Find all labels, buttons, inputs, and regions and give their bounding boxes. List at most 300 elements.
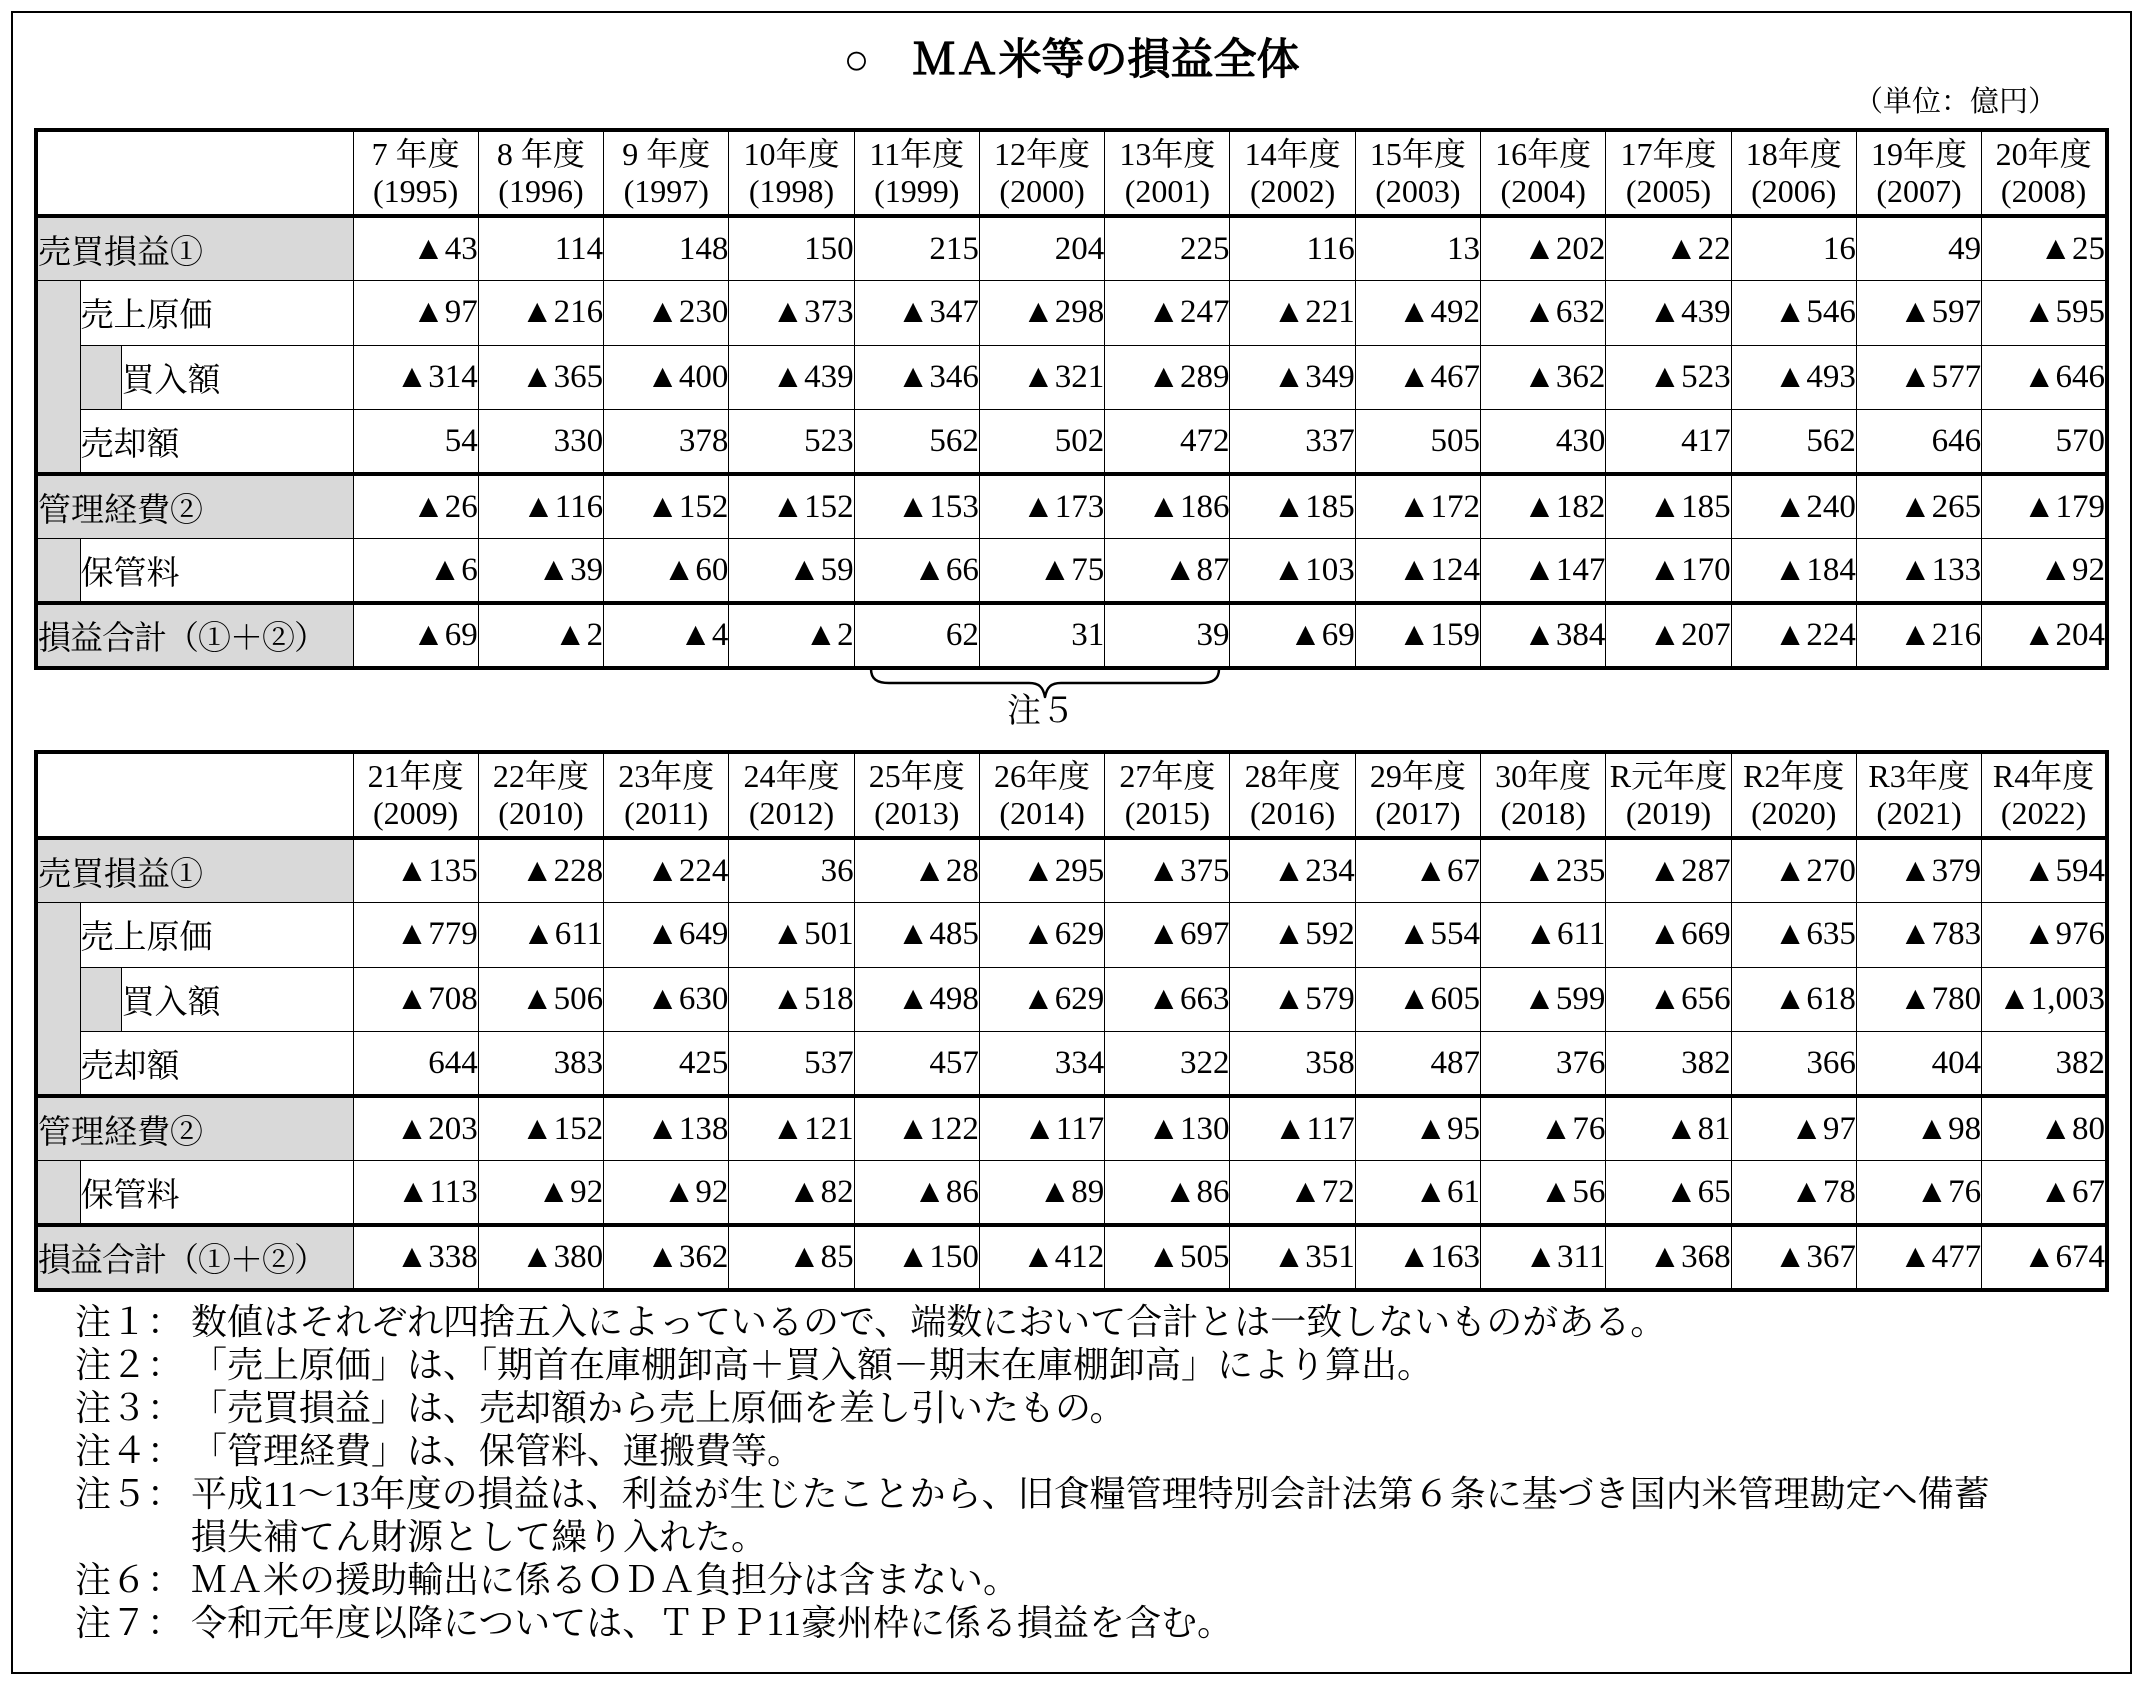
value-cell: ▲439 bbox=[729, 345, 854, 410]
value-cell: ▲86 bbox=[854, 1161, 979, 1226]
value-cell: ▲117 bbox=[1230, 1096, 1355, 1161]
note-text: 「管理経費」は、保管料、運搬費等。 bbox=[191, 1431, 804, 1471]
value-cell: ▲579 bbox=[1230, 967, 1355, 1032]
fiscal-year-label: R元年度 bbox=[1609, 758, 1728, 794]
row-label: 損益合計（①＋②） bbox=[36, 1225, 353, 1290]
value-cell: ▲203 bbox=[353, 1096, 478, 1161]
fiscal-year-label: 17年度 bbox=[1620, 136, 1717, 172]
value-cell: ▲362 bbox=[1481, 345, 1606, 410]
value-cell: ▲224 bbox=[1731, 603, 1856, 668]
value-cell: ▲153 bbox=[854, 474, 979, 539]
value-cell: ▲95 bbox=[1355, 1096, 1480, 1161]
value-cell: 54 bbox=[353, 410, 478, 475]
note-5 bbox=[75, 1473, 2125, 1516]
fiscal-year-label: 7 年度 bbox=[371, 136, 460, 172]
value-cell: 39 bbox=[1105, 603, 1230, 668]
value-cell: 62 bbox=[854, 603, 979, 668]
row-label: 保管料 bbox=[80, 1161, 353, 1226]
value-cell: ▲87 bbox=[1105, 539, 1230, 604]
value-cell: ▲97 bbox=[1731, 1096, 1856, 1161]
fiscal-year-label: 11年度 bbox=[869, 136, 965, 172]
value-cell: ▲367 bbox=[1731, 1225, 1856, 1290]
fiscal-year-label: 16年度 bbox=[1495, 136, 1592, 172]
value-cell: 505 bbox=[1355, 410, 1480, 475]
table-row bbox=[36, 603, 2107, 668]
note-text: 令和元年度以降については、ＴＰＰ11豪州枠に係る損益を含む。 bbox=[191, 1603, 1233, 1643]
value-cell: 36 bbox=[729, 838, 854, 903]
note-label: 注１： bbox=[75, 1302, 184, 1342]
value-cell: 116 bbox=[1230, 216, 1355, 281]
column-header bbox=[1355, 752, 1480, 838]
value-cell: ▲349 bbox=[1230, 345, 1355, 410]
note-text: 「売買損益」は、売却額から売上原価を差し引いたもの。 bbox=[191, 1388, 1126, 1428]
row-label: 売却額 bbox=[80, 1032, 353, 1097]
value-cell: ▲170 bbox=[1606, 539, 1731, 604]
value-cell: ▲184 bbox=[1731, 539, 1856, 604]
value-cell: ▲97 bbox=[353, 281, 478, 346]
value-cell: ▲240 bbox=[1731, 474, 1856, 539]
value-cell: ▲163 bbox=[1355, 1225, 1480, 1290]
column-header bbox=[1481, 130, 1606, 216]
value-cell: ▲69 bbox=[353, 603, 478, 668]
header-corner bbox=[36, 130, 353, 216]
indent-strip bbox=[80, 345, 121, 410]
note-label: 注２： bbox=[75, 1345, 184, 1385]
value-cell: 404 bbox=[1856, 1032, 1981, 1097]
value-cell: ▲400 bbox=[604, 345, 729, 410]
calendar-year-label: (2004) bbox=[1500, 173, 1586, 209]
fiscal-year-label: 15年度 bbox=[1369, 136, 1466, 172]
value-cell: ▲605 bbox=[1355, 967, 1480, 1032]
value-cell: ▲314 bbox=[353, 345, 478, 410]
value-cell: ▲674 bbox=[1982, 1225, 2107, 1290]
calendar-year-label: (2000) bbox=[999, 173, 1085, 209]
value-cell: 562 bbox=[1731, 410, 1856, 475]
header-row bbox=[36, 130, 2107, 216]
value-cell: ▲186 bbox=[1105, 474, 1230, 539]
value-cell: ▲67 bbox=[1982, 1161, 2107, 1226]
value-cell: ▲599 bbox=[1481, 967, 1606, 1032]
calendar-year-label: (2002) bbox=[1249, 173, 1336, 209]
calendar-year-label: (2010) bbox=[498, 795, 584, 831]
value-cell: ▲346 bbox=[854, 345, 979, 410]
value-cell: ▲147 bbox=[1481, 539, 1606, 604]
column-header bbox=[729, 130, 854, 216]
calendar-year-label: (2011) bbox=[624, 795, 709, 831]
value-cell: ▲351 bbox=[1230, 1225, 1355, 1290]
value-cell: ▲298 bbox=[979, 281, 1104, 346]
value-cell: ▲592 bbox=[1230, 903, 1355, 968]
value-cell: ▲228 bbox=[478, 838, 603, 903]
note-text: 「売上原価」は、「期首在庫棚卸高＋買入額－期末在庫棚卸高」により算出。 bbox=[191, 1345, 1434, 1385]
calendar-year-label: (2014) bbox=[999, 795, 1085, 831]
column-header bbox=[478, 130, 603, 216]
value-cell: ▲60 bbox=[604, 539, 729, 604]
value-cell: ▲28 bbox=[854, 838, 979, 903]
value-cell: ▲135 bbox=[353, 838, 478, 903]
value-cell: ▲159 bbox=[1355, 603, 1480, 668]
value-cell: ▲780 bbox=[1856, 967, 1981, 1032]
value-cell: ▲379 bbox=[1856, 838, 1981, 903]
note-4 bbox=[75, 1430, 2125, 1473]
value-cell: ▲152 bbox=[604, 474, 729, 539]
table-row bbox=[36, 1096, 2107, 1161]
value-cell: ▲122 bbox=[854, 1096, 979, 1161]
value-cell: ▲247 bbox=[1105, 281, 1230, 346]
row-label: 売買損益① bbox=[36, 216, 353, 281]
column-header bbox=[353, 752, 478, 838]
value-cell: ▲92 bbox=[604, 1161, 729, 1226]
fiscal-year-label: 26年度 bbox=[994, 758, 1091, 794]
value-cell: ▲270 bbox=[1731, 838, 1856, 903]
calendar-year-label: (2005) bbox=[1625, 173, 1712, 209]
value-cell: ▲224 bbox=[604, 838, 729, 903]
value-cell: ▲2 bbox=[478, 603, 603, 668]
value-cell: ▲663 bbox=[1105, 967, 1230, 1032]
value-cell: ▲234 bbox=[1230, 838, 1355, 903]
value-cell: ▲289 bbox=[1105, 345, 1230, 410]
table-row bbox=[36, 903, 2107, 968]
calendar-year-label: (2017) bbox=[1375, 795, 1461, 831]
value-cell: ▲632 bbox=[1481, 281, 1606, 346]
value-cell: ▲2 bbox=[729, 603, 854, 668]
calendar-year-label: (1997) bbox=[623, 173, 709, 209]
fiscal-year-label: 19年度 bbox=[1871, 136, 1968, 172]
value-cell: ▲85 bbox=[729, 1225, 854, 1290]
column-header bbox=[854, 130, 979, 216]
value-cell: ▲498 bbox=[854, 967, 979, 1032]
value-cell: ▲656 bbox=[1606, 967, 1731, 1032]
value-cell: ▲22 bbox=[1606, 216, 1731, 281]
value-cell: ▲265 bbox=[1856, 474, 1981, 539]
row-label: 管理経費② bbox=[36, 474, 353, 539]
value-cell: ▲230 bbox=[604, 281, 729, 346]
fiscal-year-label: 23年度 bbox=[618, 758, 715, 794]
value-cell: ▲287 bbox=[1606, 838, 1731, 903]
value-cell: ▲295 bbox=[979, 838, 1104, 903]
column-header bbox=[1105, 752, 1230, 838]
column-header bbox=[1606, 752, 1731, 838]
value-cell: ▲375 bbox=[1105, 838, 1230, 903]
calendar-year-label: (2008) bbox=[2000, 173, 2087, 209]
column-header bbox=[1856, 752, 1981, 838]
fiscal-year-label: 24年度 bbox=[743, 758, 840, 794]
column-header bbox=[979, 130, 1104, 216]
value-cell: 562 bbox=[854, 410, 979, 475]
fiscal-year-label: 18年度 bbox=[1745, 136, 1842, 172]
fiscal-year-label: 13年度 bbox=[1119, 136, 1216, 172]
header-row bbox=[36, 752, 2107, 838]
value-cell: ▲26 bbox=[353, 474, 478, 539]
value-cell: ▲362 bbox=[604, 1225, 729, 1290]
value-cell: 148 bbox=[604, 216, 729, 281]
value-cell: 383 bbox=[478, 1032, 603, 1097]
row-label: 管理経費② bbox=[36, 1096, 353, 1161]
value-cell: ▲384 bbox=[1481, 603, 1606, 668]
fiscal-year-label: 29年度 bbox=[1369, 758, 1466, 794]
row-label: 買入額 bbox=[121, 345, 353, 410]
column-header bbox=[604, 130, 729, 216]
value-cell: 425 bbox=[604, 1032, 729, 1097]
value-cell: ▲595 bbox=[1982, 281, 2107, 346]
value-cell: ▲347 bbox=[854, 281, 979, 346]
value-cell: ▲56 bbox=[1481, 1161, 1606, 1226]
value-cell: ▲493 bbox=[1731, 345, 1856, 410]
value-cell: ▲116 bbox=[478, 474, 603, 539]
value-cell: ▲67 bbox=[1355, 838, 1480, 903]
fiscal-year-label: 27年度 bbox=[1119, 758, 1216, 794]
value-cell: ▲629 bbox=[979, 967, 1104, 1032]
note-1 bbox=[75, 1301, 2125, 1344]
value-cell: 225 bbox=[1105, 216, 1230, 281]
note-3 bbox=[75, 1387, 2125, 1430]
value-cell: ▲501 bbox=[729, 903, 854, 968]
value-cell: ▲506 bbox=[478, 967, 603, 1032]
note-indent bbox=[75, 1516, 191, 1559]
value-cell: ▲577 bbox=[1856, 345, 1981, 410]
table-row bbox=[36, 1161, 2107, 1226]
value-cell: ▲152 bbox=[729, 474, 854, 539]
value-cell: ▲485 bbox=[854, 903, 979, 968]
notes bbox=[75, 1301, 2125, 1645]
value-cell: ▲1,003 bbox=[1982, 967, 2107, 1032]
value-cell: 570 bbox=[1982, 410, 2107, 475]
note-label: 注４： bbox=[75, 1431, 184, 1471]
column-header bbox=[1105, 130, 1230, 216]
note-text: 損失補てん財源として繰り入れた。 bbox=[191, 1517, 768, 1557]
value-cell: ▲124 bbox=[1355, 539, 1480, 604]
value-cell: ▲152 bbox=[478, 1096, 603, 1161]
value-cell: ▲121 bbox=[729, 1096, 854, 1161]
value-cell: ▲630 bbox=[604, 967, 729, 1032]
value-cell: 150 bbox=[729, 216, 854, 281]
value-cell: ▲649 bbox=[604, 903, 729, 968]
value-cell: ▲72 bbox=[1230, 1161, 1355, 1226]
calendar-year-label: (2016) bbox=[1249, 795, 1336, 831]
value-cell: ▲78 bbox=[1731, 1161, 1856, 1226]
value-cell: 417 bbox=[1606, 410, 1731, 475]
value-cell: ▲173 bbox=[979, 474, 1104, 539]
value-cell: ▲611 bbox=[478, 903, 603, 968]
fiscal-year-label: R4年度 bbox=[1992, 758, 2095, 794]
value-cell: ▲61 bbox=[1355, 1161, 1480, 1226]
fiscal-year-label: R3年度 bbox=[1868, 758, 1970, 794]
value-cell: 366 bbox=[1731, 1032, 1856, 1097]
column-header bbox=[1481, 752, 1606, 838]
value-cell: 457 bbox=[854, 1032, 979, 1097]
row-label: 損益合計（①＋②） bbox=[36, 603, 353, 668]
value-cell: ▲80 bbox=[1982, 1096, 2107, 1161]
fiscal-year-label: 14年度 bbox=[1244, 136, 1341, 172]
value-cell: ▲39 bbox=[478, 539, 603, 604]
calendar-year-label: (2013) bbox=[874, 795, 960, 831]
value-cell: 49 bbox=[1856, 216, 1981, 281]
note-text: 数値はそれぞれ四捨五入によっているので、端数において合計とは一致しないものがある。 bbox=[191, 1302, 1667, 1342]
value-cell: 376 bbox=[1481, 1032, 1606, 1097]
value-cell: ▲6 bbox=[353, 539, 478, 604]
value-cell: ▲76 bbox=[1856, 1161, 1981, 1226]
pl-table bbox=[34, 128, 2109, 670]
column-header bbox=[1731, 130, 1856, 216]
column-header bbox=[1856, 130, 1981, 216]
calendar-year-label: (2003) bbox=[1375, 173, 1461, 209]
value-cell: ▲65 bbox=[1606, 1161, 1731, 1226]
fiscal-year-label: 10年度 bbox=[743, 136, 840, 172]
unit-label: （単位：億円） bbox=[1853, 86, 2057, 118]
value-cell: ▲59 bbox=[729, 539, 854, 604]
value-cell: ▲646 bbox=[1982, 345, 2107, 410]
value-cell: ▲117 bbox=[979, 1096, 1104, 1161]
fiscal-year-label: 21年度 bbox=[367, 758, 464, 794]
value-cell: 502 bbox=[979, 410, 1104, 475]
value-cell: ▲66 bbox=[854, 539, 979, 604]
column-header bbox=[1731, 752, 1856, 838]
value-cell: ▲172 bbox=[1355, 474, 1480, 539]
value-cell: ▲69 bbox=[1230, 603, 1355, 668]
row-label: 売買損益① bbox=[36, 838, 353, 903]
value-cell: ▲207 bbox=[1606, 603, 1731, 668]
value-cell: ▲4 bbox=[604, 603, 729, 668]
value-cell: 646 bbox=[1856, 410, 1981, 475]
calendar-year-label: (2009) bbox=[373, 795, 459, 831]
pl-table bbox=[34, 750, 2109, 1292]
value-cell: ▲594 bbox=[1982, 838, 2107, 903]
note-7 bbox=[75, 1602, 2125, 1645]
value-cell: 31 bbox=[979, 603, 1104, 668]
value-cell: ▲597 bbox=[1856, 281, 1981, 346]
value-cell: 358 bbox=[1230, 1032, 1355, 1097]
value-cell: ▲216 bbox=[478, 281, 603, 346]
table-row bbox=[36, 345, 2107, 410]
fiscal-year-label: 25年度 bbox=[868, 758, 965, 794]
value-cell: 334 bbox=[979, 1032, 1104, 1097]
fiscal-year-label: 20年度 bbox=[1995, 136, 2092, 172]
table-row bbox=[36, 1032, 2107, 1097]
value-cell: 13 bbox=[1355, 216, 1480, 281]
value-cell: 644 bbox=[353, 1032, 478, 1097]
note-label: 注３： bbox=[75, 1388, 184, 1428]
value-cell: 523 bbox=[729, 410, 854, 475]
table-row bbox=[36, 539, 2107, 604]
column-header bbox=[1230, 752, 1355, 838]
value-cell: ▲523 bbox=[1606, 345, 1731, 410]
calendar-year-label: (1999) bbox=[874, 173, 960, 209]
indent-strip bbox=[36, 281, 80, 475]
value-cell: 472 bbox=[1105, 410, 1230, 475]
fiscal-year-label: 8 年度 bbox=[496, 136, 585, 172]
note-text: ＭＡ米の援助輸出に係るＯＤＡ負担分は含まない。 bbox=[191, 1560, 1020, 1600]
table-row bbox=[36, 1225, 2107, 1290]
value-cell: 487 bbox=[1355, 1032, 1480, 1097]
value-cell: ▲368 bbox=[1606, 1225, 1731, 1290]
value-cell: ▲518 bbox=[729, 967, 854, 1032]
column-header bbox=[1982, 130, 2107, 216]
value-cell: ▲130 bbox=[1105, 1096, 1230, 1161]
value-cell: ▲150 bbox=[854, 1225, 979, 1290]
value-cell: ▲311 bbox=[1481, 1225, 1606, 1290]
page-title: ○ ＭＡ米等の損益全体 bbox=[843, 37, 1300, 84]
value-cell: 215 bbox=[854, 216, 979, 281]
value-cell: 114 bbox=[478, 216, 603, 281]
fiscal-year-label: 22年度 bbox=[492, 758, 589, 794]
note-6 bbox=[75, 1559, 2125, 1602]
header-corner bbox=[36, 752, 353, 838]
value-cell: ▲179 bbox=[1982, 474, 2107, 539]
pl-table-upper bbox=[34, 128, 2109, 670]
note-label: 注６： bbox=[75, 1560, 184, 1600]
value-cell: ▲98 bbox=[1856, 1096, 1981, 1161]
value-cell: ▲477 bbox=[1856, 1225, 1981, 1290]
row-label: 保管料 bbox=[80, 539, 353, 604]
value-cell: ▲611 bbox=[1481, 903, 1606, 968]
value-cell: ▲439 bbox=[1606, 281, 1731, 346]
row-label: 売上原価 bbox=[80, 281, 353, 346]
calendar-year-label: (2006) bbox=[1751, 173, 1837, 209]
note-label: 注７： bbox=[75, 1603, 184, 1643]
row-label: 買入額 bbox=[121, 967, 353, 1032]
value-cell: ▲505 bbox=[1105, 1225, 1230, 1290]
value-cell: ▲467 bbox=[1355, 345, 1480, 410]
value-cell: ▲89 bbox=[979, 1161, 1104, 1226]
calendar-year-label: (2007) bbox=[1876, 173, 1962, 209]
value-cell: ▲618 bbox=[1731, 967, 1856, 1032]
table-row bbox=[36, 967, 2107, 1032]
fiscal-year-label: R2年度 bbox=[1743, 758, 1845, 794]
value-cell: ▲976 bbox=[1982, 903, 2107, 968]
note-5-continued bbox=[75, 1516, 2125, 1559]
indent-strip bbox=[36, 1161, 80, 1226]
calendar-year-label: (1998) bbox=[748, 173, 835, 209]
value-cell: 16 bbox=[1731, 216, 1856, 281]
value-cell: 537 bbox=[729, 1032, 854, 1097]
indent-strip bbox=[36, 539, 80, 604]
value-cell: 322 bbox=[1105, 1032, 1230, 1097]
value-cell: ▲185 bbox=[1230, 474, 1355, 539]
column-header bbox=[604, 752, 729, 838]
value-cell: ▲25 bbox=[1982, 216, 2107, 281]
calendar-year-label: (1996) bbox=[498, 173, 584, 209]
fiscal-year-label: 28年度 bbox=[1244, 758, 1341, 794]
value-cell: ▲554 bbox=[1355, 903, 1480, 968]
value-cell: ▲138 bbox=[604, 1096, 729, 1161]
value-cell: ▲202 bbox=[1481, 216, 1606, 281]
column-header bbox=[979, 752, 1104, 838]
value-cell: ▲204 bbox=[1982, 603, 2107, 668]
value-cell: 330 bbox=[478, 410, 603, 475]
value-cell: ▲75 bbox=[979, 539, 1104, 604]
indent-strip bbox=[36, 903, 80, 1097]
value-cell: ▲113 bbox=[353, 1161, 478, 1226]
value-cell: ▲697 bbox=[1105, 903, 1230, 968]
fiscal-year-label: 30年度 bbox=[1495, 758, 1592, 794]
value-cell: ▲635 bbox=[1731, 903, 1856, 968]
table-row bbox=[36, 474, 2107, 539]
calendar-year-label: (2018) bbox=[1500, 795, 1586, 831]
value-cell: ▲779 bbox=[353, 903, 478, 968]
row-label: 売却額 bbox=[80, 410, 353, 475]
value-cell: ▲221 bbox=[1230, 281, 1355, 346]
calendar-year-label: (2001) bbox=[1124, 173, 1210, 209]
value-cell: ▲783 bbox=[1856, 903, 1981, 968]
value-cell: ▲82 bbox=[729, 1161, 854, 1226]
value-cell: ▲81 bbox=[1606, 1096, 1731, 1161]
value-cell: ▲373 bbox=[729, 281, 854, 346]
value-cell: ▲182 bbox=[1481, 474, 1606, 539]
calendar-year-label: (2020) bbox=[1751, 795, 1837, 831]
pl-table-lower bbox=[34, 750, 2109, 1292]
column-header bbox=[854, 752, 979, 838]
calendar-year-label: (2022) bbox=[2000, 795, 2087, 831]
